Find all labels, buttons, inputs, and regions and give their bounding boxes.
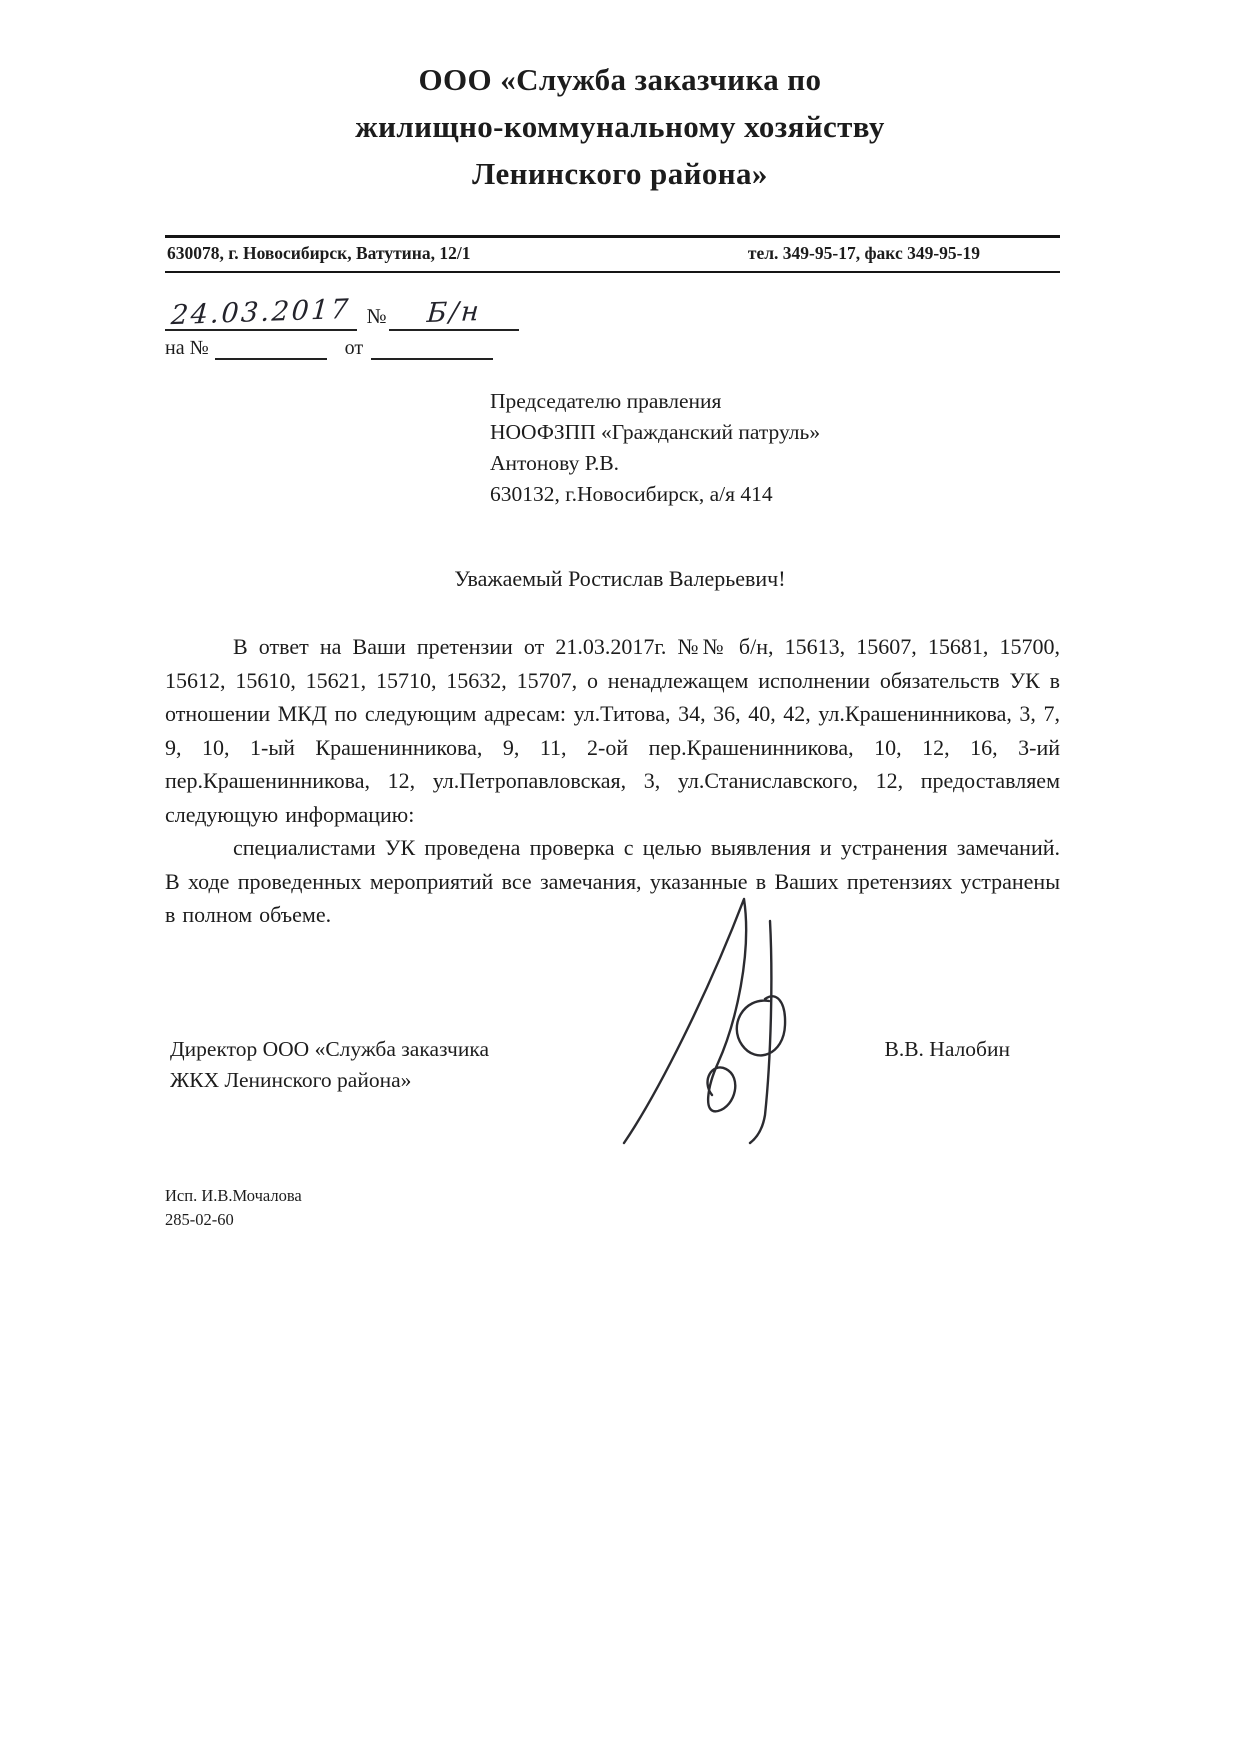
number-underline <box>389 297 519 331</box>
handwritten-date: 24.03.2017 <box>169 293 352 332</box>
reply-from-label: от <box>344 337 364 359</box>
letterhead-bottom-divider <box>165 271 1060 273</box>
recipient-line: Председателю правления <box>490 389 722 413</box>
date-underline <box>165 293 357 332</box>
recipient-line: 630132, г.Новосибирск, а/я 414 <box>490 482 773 506</box>
incoming-ref-line <box>165 336 1240 360</box>
letter-body <box>165 630 1060 932</box>
reference-block <box>165 289 1240 360</box>
recipient-line: Антонову Р.В. <box>490 451 620 475</box>
signatory-title-line: ЖКХ Ленинского района» <box>170 1067 412 1092</box>
signature-row <box>170 1034 1010 1096</box>
number-sign: № <box>366 304 387 328</box>
org-name-line: жилищно-коммунальному хозяйству <box>355 109 885 144</box>
signatory-title-line: Директор ООО «Служба заказчика <box>170 1036 490 1061</box>
body-paragraph: В ответ на Ваши претензии от 21.03.2017г. №№ б/н, 15613, 15607, 15681, 15700, 15612, 15610, 15621, 15710, 15632, 15707, о ненадлежащем исполнении обязательств УК в отношении МКД по следующим адресам: ул.Титова, 34, 36, 40, 42, ул.Крашенинникова, 3, 7, 9, 10, 1-ый Крашенинникова, 9, 11, 2-ой пер.Крашенинникова, 10, 12, 16, 3-ий пер.Крашенинникова, 12, ул.Петропавловская, 3, ул.Станиславского, 12, предоставляем следующую информацию: <box>165 634 1060 827</box>
salutation: Уважаемый Ростислав Валерьевич! <box>454 566 786 591</box>
letterhead-contact-row <box>165 238 1060 271</box>
blank-underline <box>215 336 327 360</box>
org-name-line: ООО «Служба заказчика по <box>418 62 822 97</box>
org-address: 630078, г. Новосибирск, Ватутина, 12/1 <box>167 243 471 263</box>
signatory-title <box>170 1034 489 1096</box>
outgoing-ref-line <box>165 289 1240 331</box>
handwritten-signature <box>618 893 808 1151</box>
org-name-line: Ленинского района» <box>472 156 768 191</box>
executor-block <box>165 1184 1240 1232</box>
letterhead <box>0 0 1240 273</box>
signatory-name: В.В. Налобин <box>884 1036 1010 1061</box>
body-paragraph: специалистами УК проведена проверка с целью выявления и устранения замечаний. В ходе проведенных мероприятий все замечания, указанные в Ваших претензиях устранены в полном объеме. <box>165 835 1060 927</box>
recipient-line: НООФЗПП «Гражданский патруль» <box>490 420 821 444</box>
blank-underline <box>371 336 493 360</box>
executor-name: Исп. И.В.Мочалова <box>165 1185 302 1205</box>
org-name <box>0 56 1240 197</box>
handwritten-number: Б/н <box>425 296 482 329</box>
recipient-block <box>490 386 1240 510</box>
org-phone-fax: тел. 349-95-17, факс 349-95-19 <box>747 243 980 263</box>
reply-to-label: на № <box>165 337 209 359</box>
executor-phone: 285-02-60 <box>165 1209 234 1229</box>
